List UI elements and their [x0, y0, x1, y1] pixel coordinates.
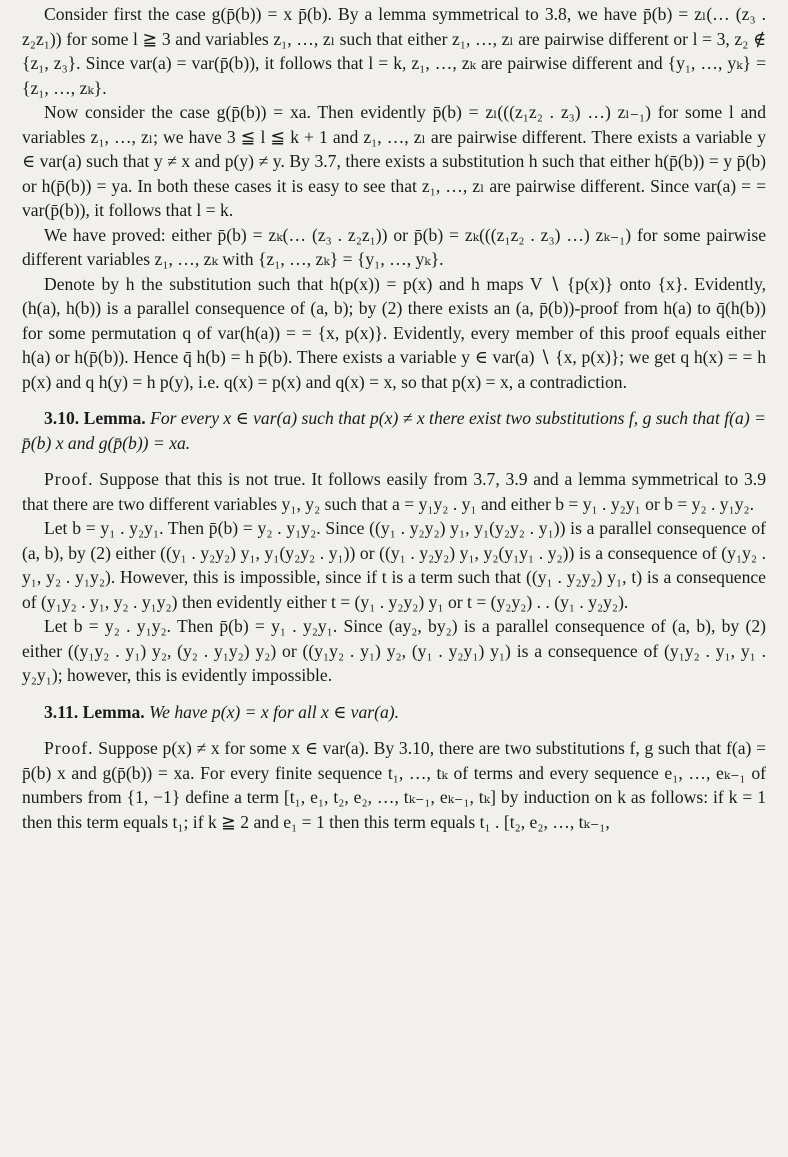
paragraph-we-have-proved: We have proved: either p̄(b) = zₖ(… (z₃ . z₂z₁)) or p̄(b) = zₖ(((z₁z₂ . z₃) …) zₖ₋₁) for some pairwise different variables z₁, …, zₖ with {z₁, …, zₖ} = {y₁, …, yₖ}.	[22, 224, 766, 269]
lemma-3-11	[22, 700, 766, 725]
proof-3-10-paragraph-1	[22, 467, 766, 516]
paragraph-case-one: Consider first the case g(p̄(b)) = x p̄(b). By a lemma symmetrical to 3.8, we have p̄(b) = zₗ(… (z₃ . z₂z₁)) for some l ≧ 3 and variables z₁, …, zₗ such that either z₁, …, zₗ are pairwise different or l = 3, z₂ ∉ {z₁, z₃}. Since var(a) = var(p̄(b)), it follows that l = k, z₁, …, zₖ are pairwise different and {y₁, …, yₖ} = {z₁, …, zₖ}.	[22, 4, 766, 98]
paragraph-case-two: Now consider the case g(p̄(b)) = xa. Then evidently p̄(b) = zₗ(((z₁z₂ . z₃) …) zₗ₋₁) for some l and variables z₁, …, zₗ; we have 3 ≦ l ≦ k + 1 and z₁, …, zₗ are pairwise different. There exists a variable y ∈ var(a) such that y ≠ x and p(y) ≠ y. By 3.7, there exists a substitution h such that either h(p̄(b)) = y p̄(b) or h(p̄(b)) = ya. In both these cases it is easy to see that z₁, …, zₗ are pairwise different. Since var(a) = = var(p̄(b)), it follows that l = k.	[22, 102, 766, 220]
proof-3-10-text-1: Suppose that this is not true. It follows easily from 3.7, 3.9 and a lemma symmetrical to 3.9 that there are two different variables y₁, y₂ such that a = y₁y₂ . y₁ and either b = y₁ . y₂y₁ or b = y₂ . y₁y₂.	[22, 469, 766, 514]
lemma-3-10-statement: For every x ∈ var(a) such that p(x) ≠ x there exist two substitutions f, g such that f(a) = p̄(b) x and g(p̄(b)) = xa.	[22, 408, 766, 453]
lemma-3-10	[22, 406, 766, 455]
lemma-3-11-statement: We have p(x) = x for all x ∈ var(a).	[149, 701, 400, 722]
proof-3-10-paragraph-3: Let b = y₂ . y₁y₂. Then p̄(b) = y₁ . y₂y₁. Since (ay₂, by₂) is a parallel consequence of (a, b), by (2) either ((y₁y₂ . y₁) y₂, (y₂ . y₁y₂) y₂) or ((y₁y₂ . y₁) y₂, (y₁ . y₂y₁) y₁) is a consequence of (y₁y₂ . y₁, y₁ . y₂y₁); however, this is evidently impossible.	[22, 616, 766, 685]
lemma-3-11-heading: 3.11. Lemma.	[44, 701, 145, 722]
lemma-3-10-heading: 3.10. Lemma.	[44, 408, 146, 428]
paragraph-denote-by-h: Denote by h the substitution such that h(p(x)) = p(x) and h maps V ∖ {p(x)} onto {x}. Evidently, (h(a), h(b)) is a parallel consequence of (a, b); by (2) there exists an (a, p̄(b))-proof from h(a) to q̄(h(b)) for some permutation q of var(h(a)) = = {x, p(x)}. Evidently, every member of this proof equals either h(a) or h(p̄(b)). Hence q̄ h(b) = h p̄(b). There exists a variable y ∈ var(a) ∖ {x, p(x)}; we get q h(x) = = h p(x) and q h(y) = h p(y), i.e. q(x) = p(x) and q(x) = x, so that p(x) = x, a contradiction.	[22, 273, 766, 392]
proof-3-11-heading: Proof.	[44, 738, 94, 758]
proof-3-11-paragraph-1	[22, 736, 766, 834]
proof-3-10-paragraph-2: Let b = y₁ . y₂y₁. Then p̄(b) = y₂ . y₁y₂. Since ((y₁ . y₂y₂) y₁, y₁(y₂y₂ . y₁)) is a parallel consequence of (a, b), by (2) either ((y₁ . y₂y₂) y₁, y₁(y₂y₂ . y₁)) or ((y₁ . y₂y₂) y₁, y₂(y₁y₁ . y₂)) is a consequence of (y₁y₂ . y₁, y₂ . y₁y₂). However, this is impossible, since if t is a term such that ((y₁ . y₂y₂) y₁, t) is a consequence of (y₁y₂ . y₁, y₂ . y₁y₂) then evidently either t = (y₁ . y₂y₂) y₁ or t = (y₂y₂) . . (y₁ . y₂y₂).	[22, 518, 766, 612]
proof-3-10-heading: Proof.	[44, 469, 94, 489]
proof-3-11-text-1: Suppose p(x) ≠ x for some x ∈ var(a). By 3.10, there are two substitutions f, g such that f(a) = p̄(b) x and g(p̄(b)) = xa. For every finite sequence t₁, …, tₖ of terms and every sequence e₁, …, eₖ₋₁ of numbers from {1, −1} define a term [t₁, e₁, t₂, e₂, …, tₖ₋₁, eₖ₋₁, tₖ] by induction on k as follows: if k = 1 then this term equals t₁; if k ≧ 2 and e₁ = 1 then this term equals t₁ . [t₂, e₂, …, tₖ₋₁,	[22, 738, 766, 832]
